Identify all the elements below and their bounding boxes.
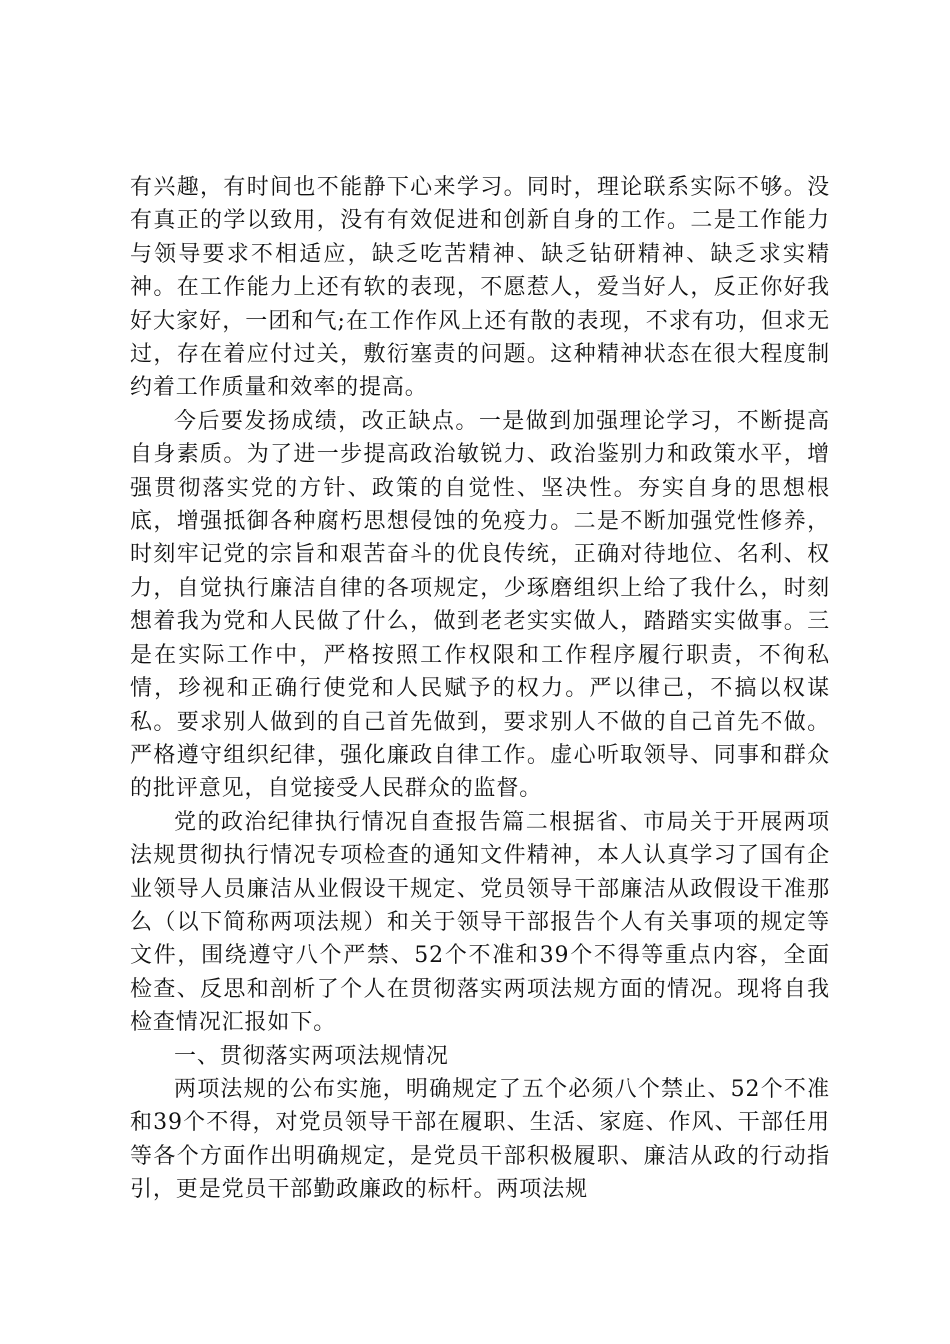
paragraph-improvement-plan: 今后要发扬成绩，改正缺点。一是做到加强理论学习，不断提高自身素质。为了进一步提高政治敏锐力、政治鉴别力和政策水平，增强贯彻落实党的方针、政策的自觉性、坚决性。夯实自身的思想根底，增强抵御各种腐朽思想侵蚀的免疫力。二是不断加强党性修养，时刻牢记党的宗旨和艰苦奋斗的优良传统，正确对待地位、名利、权力，自觉执行廉洁自律的各项规定，少琢磨组织上给了我什么，时刻想着我为党和人民做了什么，做到老老实实做人，踏踏实实做事。三是在实际工作中，严格按照工作权限和工作程序履行职责，不徇私情，珍视和正确行使党和人民赋予的权力。严以律己，不搞以权谋私。要求别人做到的自己首先做到，要求别人不做的自己首先不做。严格遵守组织纪律，强化廉政自律工作。虚心听取领导、同事和群众的批评意见，自觉接受人民群众的监督。 bbox=[130, 408, 830, 802]
paragraph-report-intro: 党的政治纪律执行情况自查报告篇二根据省、市局关于开展两项法规贯彻执行情况专项检查的通知文件精神，本人认真学习了国有企业领导人员廉洁从业假设干规定、党员领导干部廉洁从政假设干准那么（以下简称两项法规）和关于领导干部报告个人有关事项的规定等文件，围绕遵守八个严禁、52个不准和39个不得等重点内容，全面检查、反思和剖析了个人在贯彻落实两项法规方面的情况。现将自我检查情况汇报如下。 bbox=[130, 809, 830, 1036]
document-body bbox=[130, 171, 830, 1207]
paragraph-continuation: 有兴趣，有时间也不能静下心来学习。同时，理论联系实际不够。没有真正的学以致用，没有有效促进和创新自身的工作。二是工作能力与领导要求不相适应，缺乏吃苦精神、缺乏钻研精神、缺乏求实精神。在工作能力上还有软的表现，不愿惹人，爱当好人，反正你好我好大家好，一团和气;在工作作风上还有散的表现，不求有功，但求无过，存在着应付过关，敷衍塞责的问题。这种精神状态在很大程度制约着工作质量和效率的提高。 bbox=[130, 175, 830, 401]
paragraph-regulations: 两项法规的公布实施，明确规定了五个必须八个禁止、52个不准和39个不得，对党员领导干部在履职、生活、家庭、作风、干部任用等各个方面作出明确规定，是党员干部积极履职、廉洁从政的行动指引，更是党员干部勤政廉政的标杆。两项法规 bbox=[130, 1076, 830, 1203]
section-heading: 一、贯彻落实两项法规情况 bbox=[174, 1043, 449, 1069]
